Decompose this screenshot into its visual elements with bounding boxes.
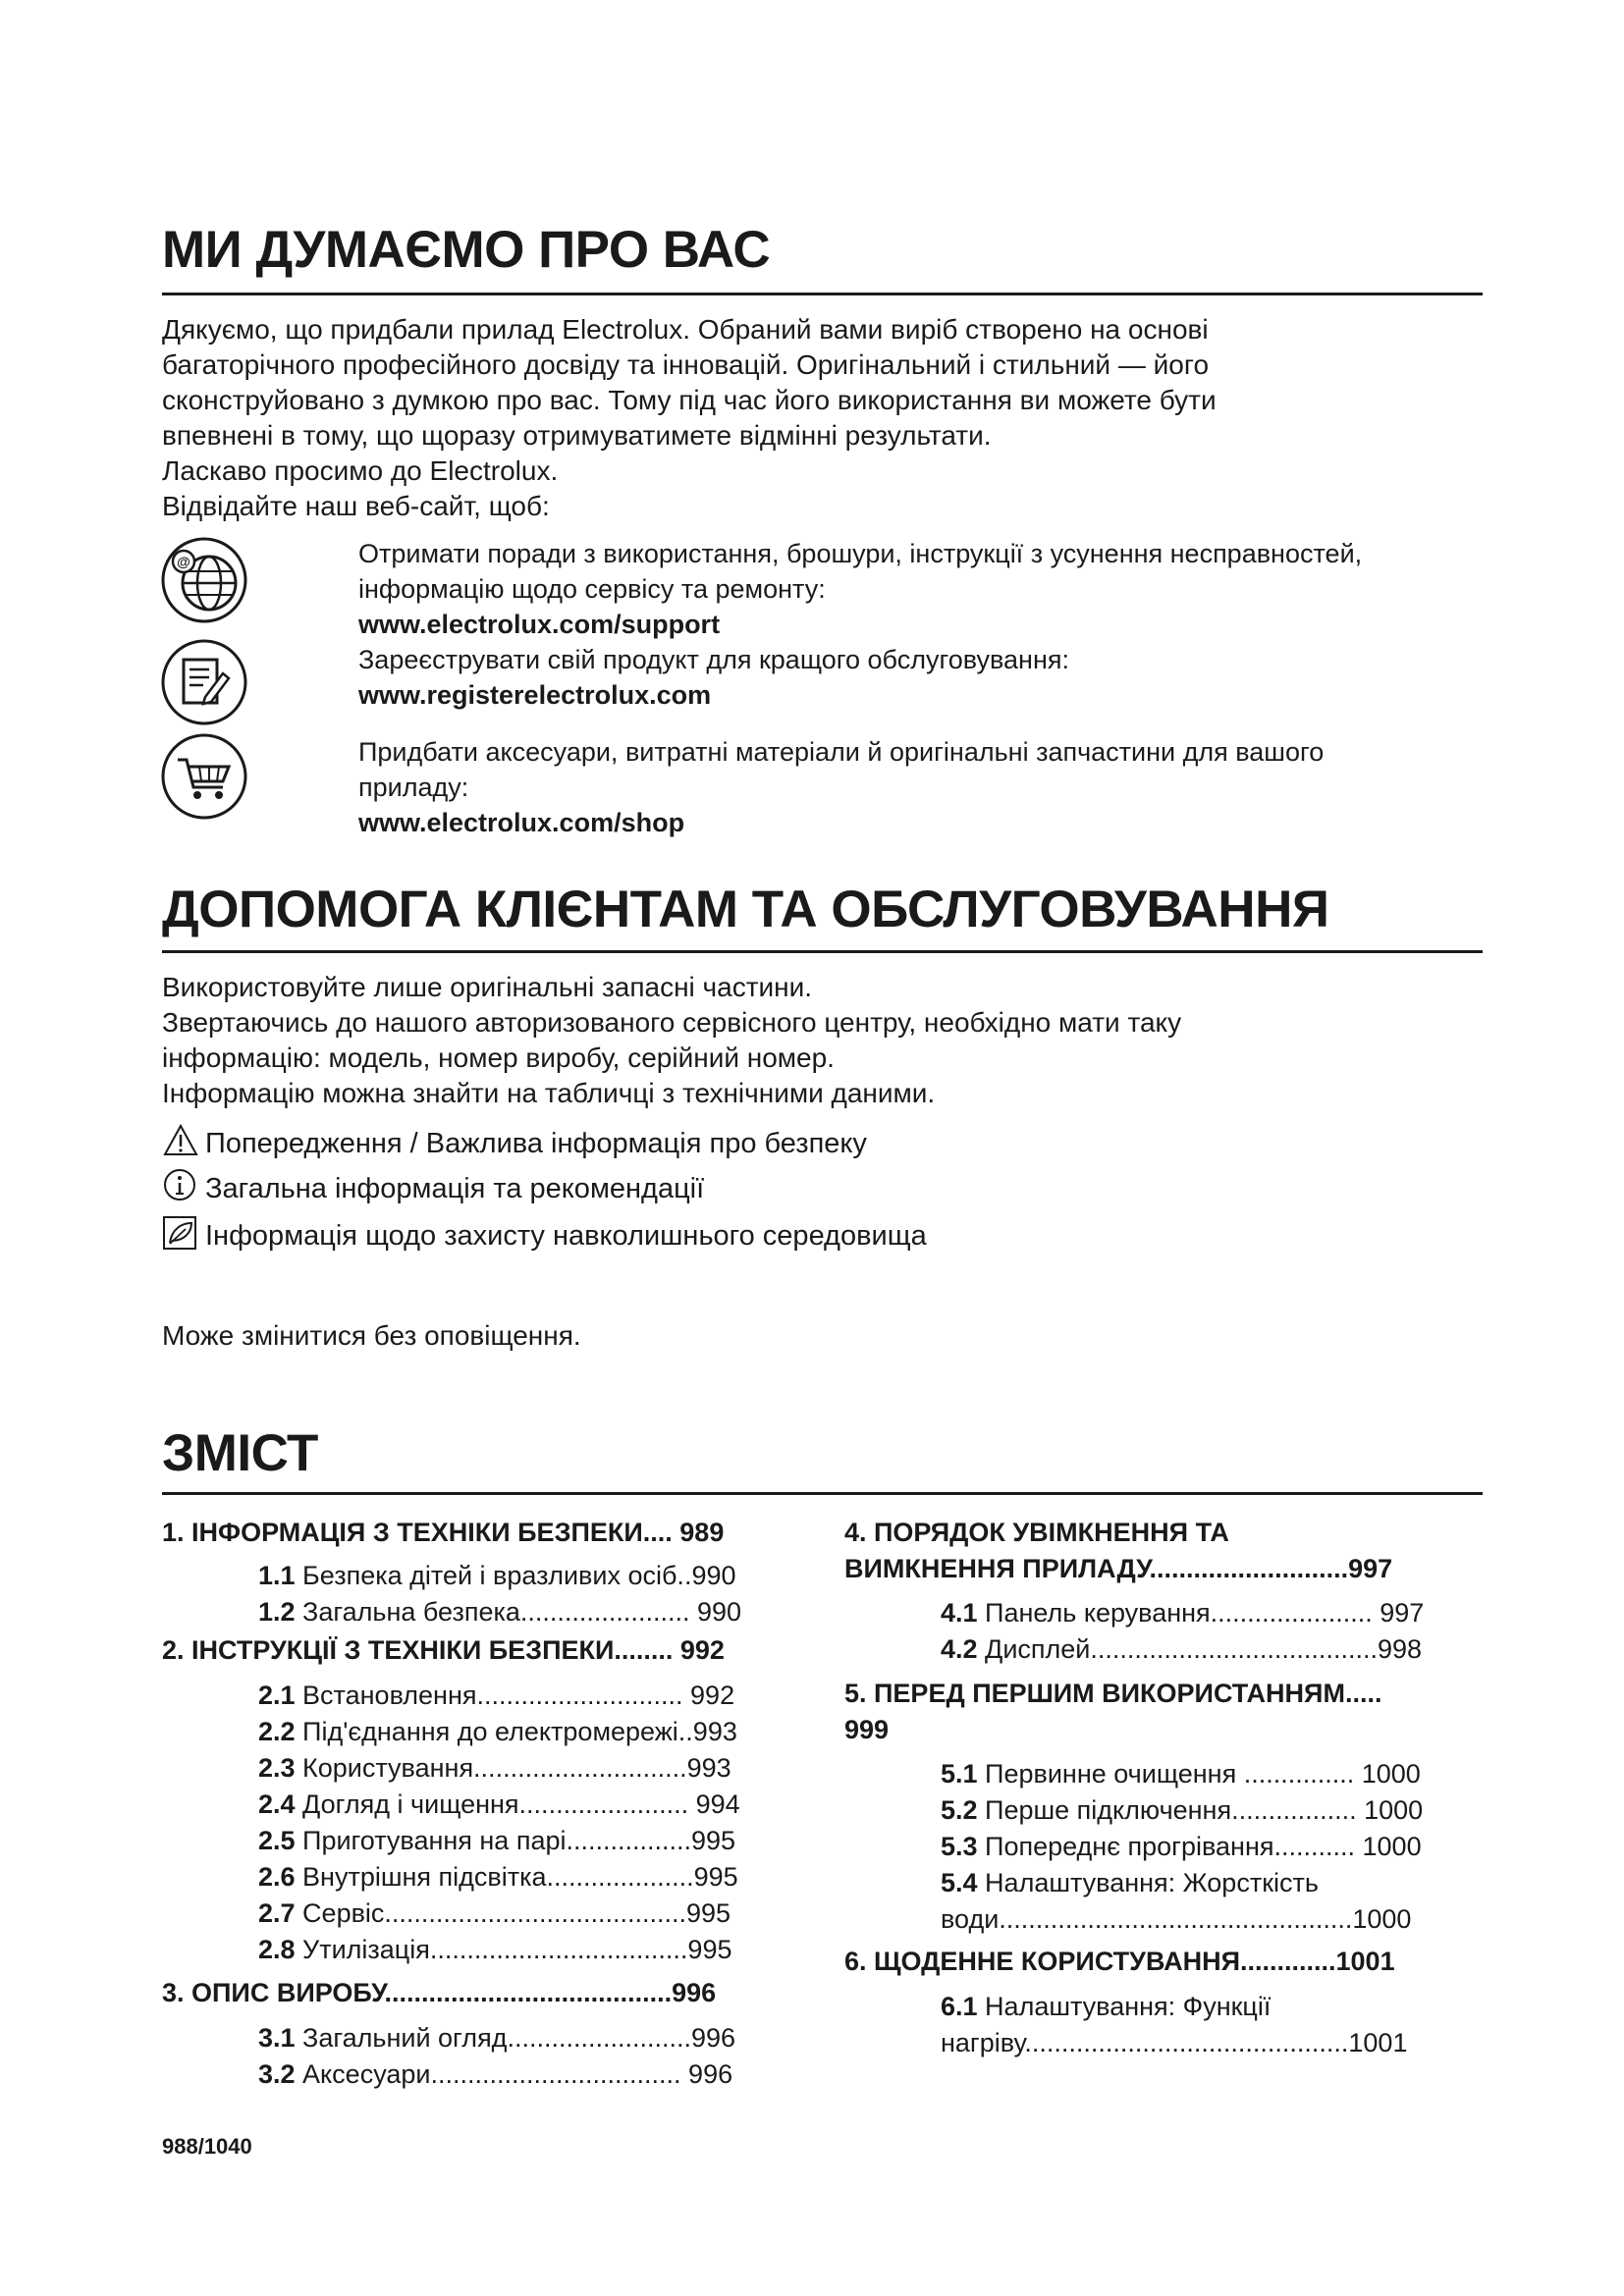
toc-label: Встановлення............................ 992: [295, 1681, 735, 1710]
toc-entry[interactable]: [258, 1896, 830, 1932]
toc-right-column: [844, 1515, 1512, 2061]
cart-icon: [160, 732, 248, 821]
toc-number: 2.8: [258, 1935, 296, 1964]
toc-number: 3.2: [258, 2059, 296, 2089]
toc-entry[interactable]: [258, 1558, 830, 1594]
text-line: приладу:: [358, 773, 469, 802]
toc-entry[interactable]: [941, 1989, 1512, 2025]
change-notice: [162, 1318, 1458, 1354]
text-line: Звертаючись до нашого авторизованого сервісного центру, необхідно мати таку: [162, 1007, 1182, 1038]
legend-text: Інформація щодо захисту навколишнього середовища: [205, 1220, 927, 1252]
toc-entry[interactable]: [258, 2020, 830, 2056]
toc-entry[interactable]: [941, 1792, 1512, 1829]
toc-entry[interactable]: 3. ОПИС ВИРОБУ.......................................996: [162, 1978, 717, 2007]
text-line: Інформацію можна знайти на табличці з технічними даними.: [162, 1078, 936, 1108]
toc-number: 3.1: [258, 2023, 296, 2053]
support-link[interactable]: www.electrolux.com/support: [358, 610, 721, 639]
text-line: сконструйовано з думкою про вас. Тому під час його використання ви можете бути: [162, 385, 1217, 415]
toc-entry[interactable]: [941, 1756, 1512, 1792]
intro-paragraph: [162, 312, 1458, 524]
toc-label: Приготування на парі.................995: [295, 1826, 736, 1855]
we-think-heading: МИ ДУМАЄМО ПРО ВАС: [162, 221, 771, 279]
text-line: Придбати аксесуари, витратні матеріали й оригінальні запчастини для вашого: [358, 737, 1325, 767]
toc-entry[interactable]: [258, 1594, 830, 1630]
toc-number: 2.5: [258, 1826, 296, 1855]
toc-number: 1.2: [258, 1597, 296, 1627]
toc-number: 2.1: [258, 1681, 296, 1710]
toc-label: Налаштування: Жорсткість: [977, 1868, 1319, 1897]
toc-label: Панель керування...................... 997: [977, 1598, 1425, 1628]
toc-entry[interactable]: 6. ЩОДЕННЕ КОРИСТУВАННЯ.............1001: [844, 1947, 1395, 1976]
toc-label: Попереднє прогрівання........... 1000: [977, 1832, 1422, 1861]
toc-entry[interactable]: [258, 1678, 830, 1714]
toc-label: Внутрішня підсвітка....................995: [295, 1862, 738, 1892]
toc-label: Під'єднання до електромережі..993: [295, 1717, 737, 1746]
toc-entry[interactable]: [258, 1932, 830, 1968]
page-number: 988/1040: [162, 2134, 252, 2159]
toc-label: Дисплей.......................................998: [977, 1634, 1422, 1664]
toc-entry-continued[interactable]: води................................................1000: [941, 1904, 1412, 1934]
shop-link[interactable]: www.electrolux.com/shop: [358, 808, 685, 837]
support-paragraph: [162, 970, 1458, 1111]
svg-text:@: @: [177, 554, 190, 569]
support-service: [358, 536, 1478, 642]
toc-entry[interactable]: [258, 1859, 830, 1896]
globe-icon: [160, 536, 248, 624]
text-line: впевнені в тому, що щоразу отримуватимете відмінні результати.: [162, 420, 992, 451]
register-icon: [160, 638, 248, 726]
toc-entry[interactable]: [941, 1829, 1512, 1865]
toc-entry[interactable]: [258, 1823, 830, 1859]
heading-rule: [162, 293, 1483, 295]
support-heading: ДОПОМОГА КЛІЄНТАМ ТА ОБСЛУГОВУВАННЯ: [162, 881, 1329, 938]
legend-info: [162, 1168, 704, 1206]
text-line: Зареєструвати свій продукт для кращого обслуговування:: [358, 645, 1069, 674]
toc-number: 2.3: [258, 1753, 296, 1783]
toc-label: Загальна безпека....................... 990: [295, 1597, 741, 1627]
toc-number: 4.1: [941, 1598, 978, 1628]
warning-icon: [162, 1123, 199, 1158]
heading-rule: [162, 1492, 1483, 1495]
text-line: інформацію щодо сервісу та ремонту:: [358, 574, 826, 604]
toc-entry[interactable]: [258, 1750, 830, 1787]
text-line: багаторічного професійного досвіду та інновацій. Оригінальний і стильний — його: [162, 349, 1210, 380]
toc-number: 2.6: [258, 1862, 296, 1892]
toc-label: Сервіс.........................................995: [295, 1898, 731, 1928]
text-line: Може змінитися без оповіщення.: [162, 1320, 581, 1351]
toc-number: 1.1: [258, 1561, 296, 1590]
text-line: інформацію: модель, номер виробу, серійний номер.: [162, 1042, 835, 1073]
toc-entry[interactable]: [258, 2056, 830, 2093]
toc-entry[interactable]: [941, 1595, 1512, 1631]
toc-entry[interactable]: 5. ПЕРЕД ПЕРШИМ ВИКОРИСТАННЯМ.....: [844, 1679, 1382, 1708]
legend-warning: [162, 1123, 867, 1161]
toc-number: 5.3: [941, 1832, 978, 1861]
register-link[interactable]: www.registerelectrolux.com: [358, 680, 712, 710]
shop-service: [358, 734, 1478, 840]
toc-label: Користування.............................993: [295, 1753, 731, 1783]
toc-entry[interactable]: 1. ІНФОРМАЦІЯ З ТЕХНІКИ БЕЗПЕКИ.... 989: [162, 1518, 725, 1547]
toc-label: Загальний огляд.........................996: [295, 2023, 736, 2053]
toc-number: 2.2: [258, 1717, 296, 1746]
text-line: Ласкаво просимо до Electrolux.: [162, 455, 559, 486]
toc-entry[interactable]: 2. ІНСТРУКЦІЇ З ТЕХНІКИ БЕЗПЕКИ........ 992: [162, 1635, 725, 1665]
heading-rule: [162, 950, 1483, 953]
leaf-icon: [162, 1215, 199, 1251]
toc-entry[interactable]: [941, 1631, 1512, 1668]
toc-number: 2.4: [258, 1789, 296, 1819]
toc-entry-continued[interactable]: 999: [844, 1715, 890, 1744]
toc-label: Безпека дітей і вразливих осіб..990: [295, 1561, 736, 1590]
text-line: Отримати поради з використання, брошури, інструкції з усунення несправностей,: [358, 539, 1363, 568]
legend-text: Загальна інформація та рекомендації: [205, 1173, 705, 1204]
toc-entry[interactable]: [941, 1865, 1512, 1901]
toc-entry[interactable]: [258, 1714, 830, 1750]
toc-label: Перше підключення................. 1000: [977, 1795, 1424, 1825]
legend-environment: [162, 1215, 927, 1254]
toc-label: Налаштування: Функції: [977, 1992, 1272, 2021]
toc-number: 5.1: [941, 1759, 978, 1789]
legend-text: Попередження / Важлива інформація про безпеку: [205, 1128, 867, 1159]
toc-label: Первинне очищення ............... 1000: [977, 1759, 1421, 1789]
text-line: Дякуємо, що придбали прилад Electrolux. Обраний вами виріб створено на основі: [162, 314, 1209, 345]
toc-heading: ЗМІСТ: [162, 1424, 318, 1482]
toc-number: 5.4: [941, 1868, 978, 1897]
text-line: Відвідайте наш веб-сайт, щоб:: [162, 491, 550, 521]
toc-number: 2.7: [258, 1898, 296, 1928]
toc-label: Догляд і чищення....................... 994: [295, 1789, 740, 1819]
toc-entry[interactable]: [258, 1787, 830, 1823]
toc-label: Утилізація...................................995: [295, 1935, 732, 1964]
toc-entry[interactable]: 4. ПОРЯДОК УВІМКНЕННЯ ТА: [844, 1518, 1229, 1547]
toc-number: 4.2: [941, 1634, 978, 1664]
toc-number: 5.2: [941, 1795, 978, 1825]
info-icon: [162, 1168, 199, 1203]
toc-entry-continued[interactable]: ВИМКНЕННЯ ПРИЛАДУ...........................997: [844, 1554, 1393, 1583]
toc-number: 6.1: [941, 1992, 978, 2021]
toc-label: Аксесуари.................................. 996: [295, 2059, 733, 2089]
text-line: Використовуйте лише оригінальні запасні частини.: [162, 972, 813, 1002]
toc-entry-continued[interactable]: нагріву............................................1001: [941, 2028, 1408, 2057]
register-service: [358, 642, 1478, 713]
toc-left-column: [162, 1515, 830, 2093]
